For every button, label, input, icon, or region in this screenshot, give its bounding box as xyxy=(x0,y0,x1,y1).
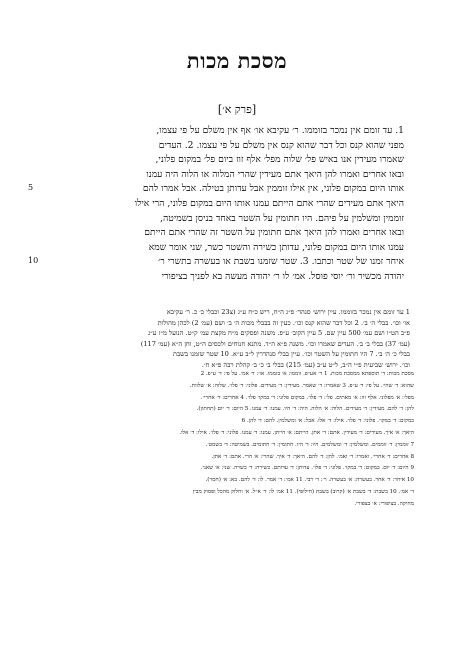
apparatus-line: וכו׳. ירוש׳ שביעית פ״י ה״ב, ל״ט ע״ב (עמ׳ 215) בבלי ב׳ כ׳ ב׳ קהלת רבה פ״א ח׳. xyxy=(201,360,410,369)
apparatus-line: 1 עד זומם אין נמכר בזוממו. עיין ירוש׳ סנהד׳ פ״ג ה״ח, ריש כ״ח ע״ג (צ23 וכבלי כ׳ כ. ר׳ עקיבא xyxy=(166,308,410,316)
main-text xyxy=(56,124,404,285)
main-text-line: עמנו אותו היום במקום פלוני, עדותן כשירה והשטר כשר, שני אומר שמא xyxy=(148,241,404,253)
main-text-line: היאך אתם מעידים שהרי אתם הייתם עמנו אותו היום במקום פלוני, הרי אילו xyxy=(134,197,404,209)
variant-readings xyxy=(56,369,414,511)
variants-line: מפל׳: א׳ מפלוני. אלף זוז: א׳ מאתים. פל׳: ד׳ פלו׳. במקום פלוני: ד׳ במקו׳ פלו׳. 4 אחרים: ד׳ אחרי׳. xyxy=(200,394,414,401)
variants-line: 10 איחר: ד׳ אחר. בעשרה: א׳ בעשרה. ר׳: ד׳ רבי. 11 אמ׳: ד׳ אמר. לו: ד׳ להם. בא: א׳ (חסר). xyxy=(205,477,414,484)
variants-line: ד׳ אמ׳. 10 בשבת: ד׳ בשבת א׳ (קרוב) בשבת (חילופי). 11 אמ׳ לו: ד׳ א״ל. א׳ וחלוק מהכל ופסוק מבין xyxy=(192,488,414,495)
apparatus-line: או׳ וכו׳. בבלי ה׳ ב׳. 2 וכל דבר שהוא קנס וכו׳. כעין זה בבבלי מכות ה׳ ב׳ ושם (עמ׳ 2) לכהן מהולות xyxy=(157,318,410,327)
line-number: 10 xyxy=(28,256,39,265)
variants-line: היאך: א׳ איך. מעידים: ד׳ מעידין. אתם: ד׳ אתן. הייתם: א׳ הייתן. עמנו: ד׳ עמנו. פלוני: ד׳ פלו׳. אילו: ד׳ אלו. xyxy=(179,429,414,436)
main-text-line: 1. עד זומם אין נמכר בזוממו. ר׳ עקיבא או׳ אף אין משלם על פי עצמו, xyxy=(156,125,404,136)
apparatus-line: בבלי כ׳ ה׳ ב׳. 7 היו חתומין על השטר וכו׳. עיין בבלי סנהדרין ל״ב ע״א. 10 שטר שזמנו בשבת xyxy=(172,350,410,359)
variants-line: מחיקה. בציפורי: א׳ בצפורי. xyxy=(354,500,414,507)
main-text-line: שאמרו מעידין אנו באיש פל׳ שלוה מפל׳ אלף זוז ביום פל׳ במקום פלוני, xyxy=(155,154,404,166)
apparatus-line: פ״ב הט״ו ושם עמ׳ 500 עיין שם. 5 עיין הקוב׳ ע״פ. משנה ופסקים מ״ח מקצת עמ׳ ק״ט. הנועל מ״ז ע״ג xyxy=(148,329,410,338)
main-text-line: יהודה מכשיר ור׳ יוסי פוסל. אמ׳ לו ר׳ יהודה מעשה בא לפניך בציפורי xyxy=(161,270,404,282)
main-text-line: אותו היום במקום פלוני, אין אילו זוממין אבל עדותן בטילה. אבל אמרו להם xyxy=(142,183,404,195)
variants-line: מסכת מכות: ד׳ תוספתא ממסכת מכות. 1 ד׳ אע״פ. זוממו: א׳ בזממו. או׳: ד׳ אמ׳. על פי: ד׳ ע״פ. 2 xyxy=(200,371,414,377)
variants-line: שהוא: ד׳ שהי׳. על פי: ד׳ ע״פ. 3 שאמרו: ד׳ שאמר. מעידין: ד׳ מעידים. פלוני: ד׳ פלו׳. שלוה: א׳ שלוות. xyxy=(189,382,414,389)
variants-line: להן: ד׳ להם. מעידין: ד׳ מעידים. הלוה: א׳ הלוה. היה: ד׳ היו. עמנו: ד׳ עמנו. 5 היום: ד׳ יום (תחתון). xyxy=(196,406,414,413)
main-text-line: מפני שהוא קנס וכל דבר שהוא קנס אין משלם על פי עצמו. 2. העדים xyxy=(158,139,404,151)
line-number: 5 xyxy=(28,183,34,192)
source-apparatus xyxy=(56,307,410,371)
main-text-line: איחר זמנו של שטר וכתבו. 3. שטר שזמנו בשבת או בעשרה בתשרי ר׳ xyxy=(158,256,404,268)
variants-line: במקום: ד׳ במקו׳. פלוני: ד׳ פלו׳. אילו: ד׳ אלו. אבל: א׳ ומשלמין. להם: ד׳ להן. 6 xyxy=(241,418,414,425)
variants-line: 9 היום: ד׳ יום. במקום: ד׳ במקו׳. פלוני: ד׳ פלו׳. עדותן: ד׳ עדותם. כשירה: ד׳ כשרה. שני: א׳ שאני. xyxy=(200,465,414,472)
variants-line: 8 אחרים: ד׳ אחרי׳. ואמרו: ד׳ ואמ׳. להן: ד׳ להם. היאך: ד׳ איך. שהרי: א׳ הרי. אתם: ד׳ אתן. xyxy=(211,453,414,460)
chapter-heading: [פרק א׳] xyxy=(217,103,257,116)
apparatus-line: (עמ׳ 37) בבלי ב׳ ב׳. העדים שאמרו וכו׳. משנה פ״א ה״ד. מתנא חנוחים ולכסים ה״ט, וחן ה״א (עמ׳ 117) xyxy=(140,339,410,348)
main-text-line: ובאו אחרים ואמרו להן היאך אתם חתומין על השטר זה שהרי אתם הייתם xyxy=(144,227,404,239)
main-text-line: ובאו אחרים ואמרו להן היאך אתם מעידין שהרי המלוה או הלוה היה עמנו xyxy=(146,168,404,180)
main-text-line: זוממין ומשלמין על פיהם. היו חתומין על השטר באחד בניסן בשמיטה, xyxy=(160,212,404,224)
page-title: מסכת מכות xyxy=(186,48,288,73)
variants-line: 7 זוממין: ד׳ זוממים. ומשלמין: ד׳ ומשלמים. היו: ד׳ היו. חתומין: ד׳ חתומים. בשמיטה: ד׳ בשמט׳. xyxy=(205,441,414,448)
